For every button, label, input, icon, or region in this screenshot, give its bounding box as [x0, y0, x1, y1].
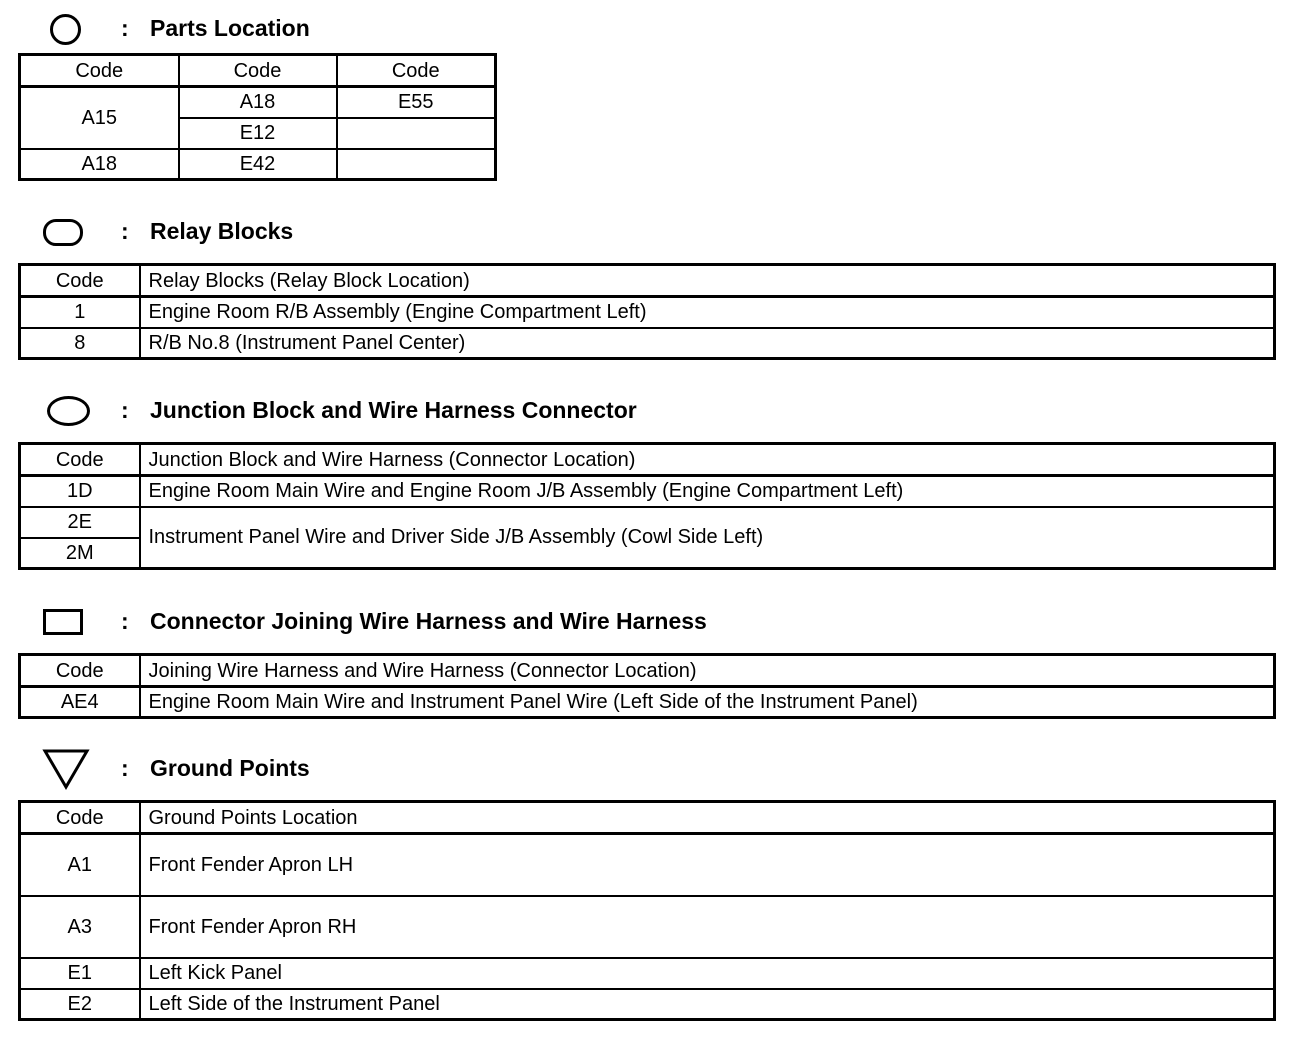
relay-blocks-header [0, 211, 1000, 251]
table-cell: Left Side of the Instrument Panel [140, 989, 1275, 1020]
table-cell: Instrument Panel Wire and Driver Side J/B Assembly (Cowl Side Left) [140, 507, 1275, 569]
table-row [20, 989, 1275, 1020]
table-cell: Front Fender Apron RH [140, 896, 1275, 958]
table-cell: 2M [20, 538, 140, 569]
ground-points-header [0, 748, 1000, 788]
table-cell: AE4 [20, 687, 140, 718]
table-cell: A3 [20, 896, 140, 958]
table-cell: Engine Room Main Wire and Instrument Panel Wire (Left Side of the Instrument Panel) [140, 687, 1275, 718]
oval-icon [47, 396, 90, 426]
table-cell [337, 149, 496, 180]
table-cell: E1 [20, 958, 140, 989]
table-cell: 1 [20, 297, 140, 328]
table-row [20, 687, 1275, 718]
joining-connectors-header [0, 601, 1000, 641]
column-header-code: Code [179, 55, 337, 87]
table-row [20, 834, 1275, 896]
table-cell: Engine Room R/B Assembly (Engine Compartment Left) [140, 297, 1275, 328]
column-header-code: Code [20, 265, 140, 297]
junction-blocks-colon: : [121, 397, 129, 423]
joining-connectors-table [18, 653, 1276, 719]
table-row [20, 149, 496, 180]
rounded-rectangle-icon [43, 219, 83, 246]
ground-points-title: Ground Points [150, 755, 310, 781]
table-cell: A18 [20, 149, 179, 180]
table-cell: E2 [20, 989, 140, 1020]
joining-connectors-title: Connector Joining Wire Harness and Wire Harness [150, 608, 707, 634]
table-header-row [20, 55, 496, 87]
table-cell: A18 [179, 87, 337, 118]
rectangle-icon [43, 609, 83, 635]
table-cell [337, 118, 496, 149]
ground-points-colon: : [121, 755, 129, 781]
downward-triangle-icon [42, 748, 90, 790]
junction-blocks-table [18, 442, 1276, 570]
column-header-location: Relay Blocks (Relay Block Location) [140, 265, 1275, 297]
parts-location-colon: : [121, 15, 129, 41]
parts-location-header [0, 8, 1000, 48]
table-cell: Front Fender Apron LH [140, 834, 1275, 896]
table-row [20, 297, 1275, 328]
table-header-row [20, 802, 1275, 834]
table-cell: A15 [20, 87, 179, 149]
relay-blocks-table [18, 263, 1276, 360]
junction-blocks-header [0, 390, 1000, 430]
table-row [20, 958, 1275, 989]
column-header-code: Code [20, 655, 140, 687]
junction-blocks-title: Junction Block and Wire Harness Connector [150, 397, 637, 423]
table-row [20, 87, 496, 118]
table-cell: 8 [20, 328, 140, 359]
column-header-code: Code [20, 444, 140, 476]
table-header-row [20, 655, 1275, 687]
table-cell: E42 [179, 149, 337, 180]
parts-location-title: Parts Location [150, 15, 310, 41]
table-row [20, 328, 1275, 359]
table-cell: 2E [20, 507, 140, 538]
column-header-code: Code [337, 55, 496, 87]
table-cell: Engine Room Main Wire and Engine Room J/B Assembly (Engine Compartment Left) [140, 476, 1275, 507]
column-header-code: Code [20, 55, 179, 87]
column-header-location: Joining Wire Harness and Wire Harness (Connector Location) [140, 655, 1275, 687]
table-header-row [20, 265, 1275, 297]
table-row [20, 476, 1275, 507]
column-header-location: Junction Block and Wire Harness (Connector Location) [140, 444, 1275, 476]
table-cell: R/B No.8 (Instrument Panel Center) [140, 328, 1275, 359]
table-cell: E55 [337, 87, 496, 118]
table-row [20, 507, 1275, 538]
column-header-code: Code [20, 802, 140, 834]
table-cell: E12 [179, 118, 337, 149]
relay-blocks-colon: : [121, 218, 129, 244]
table-cell: Left Kick Panel [140, 958, 1275, 989]
column-header-location: Ground Points Location [140, 802, 1275, 834]
circle-icon [50, 14, 81, 45]
joining-connectors-colon: : [121, 608, 129, 634]
table-row [20, 896, 1275, 958]
ground-points-table [18, 800, 1276, 1021]
relay-blocks-title: Relay Blocks [150, 218, 294, 244]
table-cell: A1 [20, 834, 140, 896]
table-header-row [20, 444, 1275, 476]
parts-location-table [18, 53, 497, 181]
table-cell: 1D [20, 476, 140, 507]
